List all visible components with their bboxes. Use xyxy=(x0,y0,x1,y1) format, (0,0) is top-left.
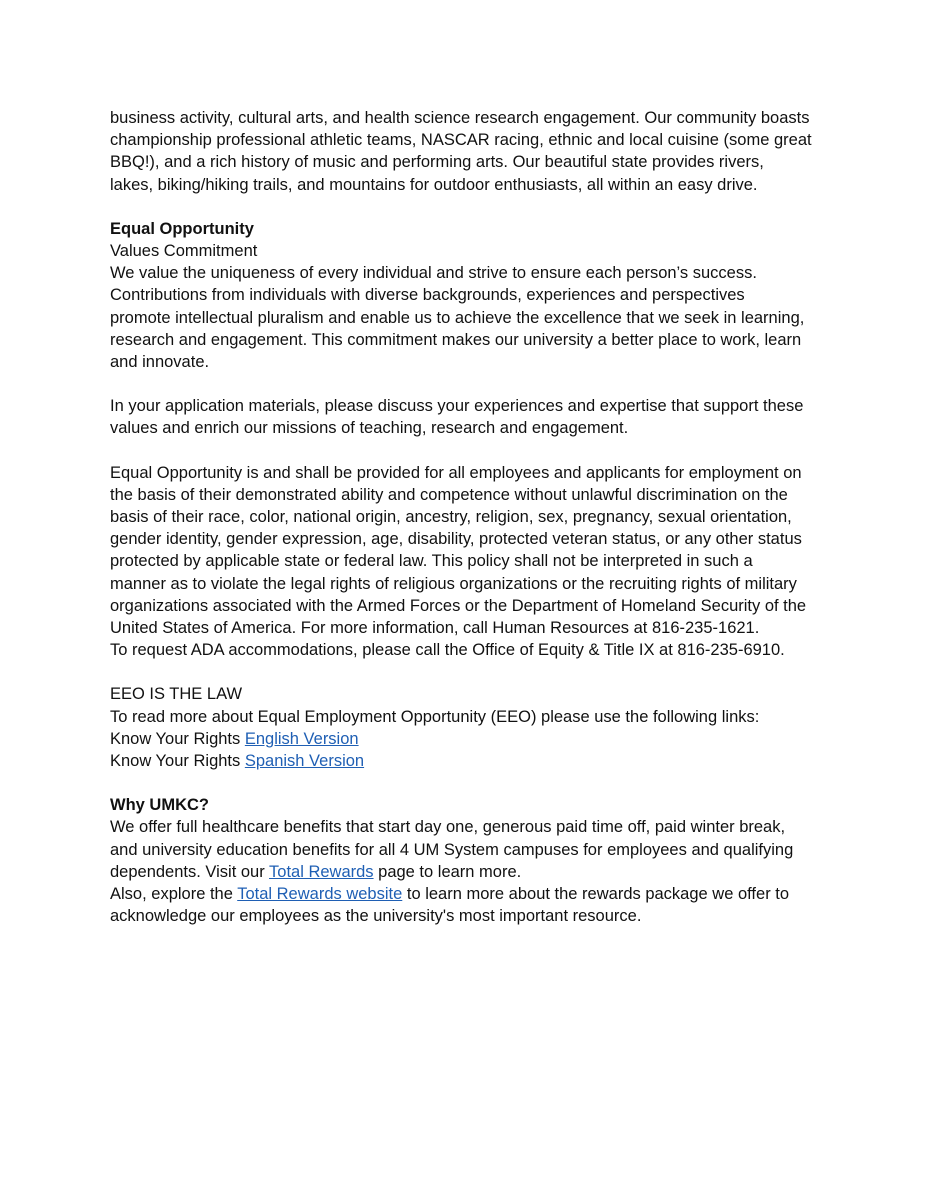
policy-line: protected by applicable state or federal law. This policy shall not be interpreted in such a xyxy=(110,552,753,571)
intro-line: business activity, cultural arts, and health science research engagement. Our community boasts xyxy=(110,109,810,127)
line-text: to learn more about the rewards package we offer to xyxy=(402,885,790,904)
why-umkc-line: acknowledge our employees as the university's most important resource. xyxy=(110,907,642,926)
policy-line: organizations associated with the Armed Forces or the Department of Homeland Security of the xyxy=(110,596,807,615)
eeo-heading: EEO IS THE LAW xyxy=(110,685,243,704)
spacer xyxy=(110,661,827,683)
values-line: Contributions from individuals with diverse backgrounds, experiences and perspectives xyxy=(110,286,745,305)
equal-opportunity-section xyxy=(110,218,827,662)
know-your-rights-english xyxy=(110,728,827,750)
why-umkc-section xyxy=(110,794,827,927)
intro-line: lakes, biking/hiking trails, and mountains for outdoor enthusiasts, all within an easy drive. xyxy=(110,175,758,194)
eeo-intro: To read more about Equal Employment Opportunity (EEO) please use the following links: xyxy=(110,707,760,726)
rights-prefix: Know Your Rights xyxy=(110,752,245,771)
line-text: dependents. Visit our xyxy=(110,862,270,881)
intro-line: BBQ!), and a rich history of music and performing arts. Our beautiful state provides rivers, xyxy=(110,153,764,172)
policy-line: the basis of their demonstrated ability and competence without unlawful discrimination on the xyxy=(110,485,788,504)
know-your-rights-spanish xyxy=(110,750,827,772)
why-umkc-heading: Why UMKC? xyxy=(110,796,209,815)
policy-line: gender identity, gender expression, age, disability, protected veteran status, or any other status xyxy=(110,530,802,549)
values-line: promote intellectual pluralism and enable us to achieve the excellence that we seek in learning, xyxy=(110,308,805,327)
values-line: We value the uniqueness of every individual and strive to ensure each person’s success. xyxy=(110,264,757,283)
application-line: values and enrich our missions of teaching, research and engagement. xyxy=(110,419,629,438)
values-commitment-subheading: Values Commitment xyxy=(110,242,258,261)
values-line: research and engagement. This commitment makes our university a better place to work, learn xyxy=(110,330,802,349)
spacer xyxy=(110,196,827,218)
policy-line: United States of America. For more information, call Human Resources at 816-235-1621. xyxy=(110,619,760,638)
policy-line: basis of their race, color, national origin, ancestry, religion, sex, pregnancy, sexual orientation, xyxy=(110,508,792,527)
policy-line: To request ADA accommodations, please call the Office of Equity & Title IX at 816-235-6910. xyxy=(110,641,785,660)
why-umkc-line: and university education benefits for all 4 UM System campuses for employees and qualifying xyxy=(110,840,794,859)
total-rewards-link[interactable]: Total Rewards xyxy=(269,862,374,881)
english-version-link[interactable]: English Version xyxy=(244,729,359,748)
line-text: Also, explore the xyxy=(110,885,238,904)
why-umkc-line xyxy=(110,861,827,883)
why-umkc-line xyxy=(110,883,827,905)
equal-opportunity-heading: Equal Opportunity xyxy=(110,219,254,238)
application-line: In your application materials, please discuss your experiences and expertise that support these xyxy=(110,397,804,416)
spacer xyxy=(110,373,827,395)
rights-prefix: Know Your Rights xyxy=(110,729,245,748)
why-umkc-line: We offer full healthcare benefits that start day one, generous paid time off, paid winter break, xyxy=(110,818,786,837)
spanish-version-link[interactable]: Spanish Version xyxy=(244,752,365,771)
spacer xyxy=(110,440,827,462)
values-line: and innovate. xyxy=(110,353,210,372)
policy-line: manner as to violate the legal rights of religious organizations or the recruiting rights of military xyxy=(110,574,797,593)
line-text: page to learn more. xyxy=(373,862,522,881)
intro-paragraph xyxy=(110,107,827,196)
total-rewards-website-link[interactable]: Total Rewards website xyxy=(237,885,403,904)
spacer xyxy=(110,772,827,794)
eeo-section xyxy=(110,683,827,772)
intro-line: championship professional athletic teams, NASCAR racing, ethnic and local cuisine (some great xyxy=(110,131,812,150)
policy-line: Equal Opportunity is and shall be provided for all employees and applicants for employment on xyxy=(110,463,802,482)
